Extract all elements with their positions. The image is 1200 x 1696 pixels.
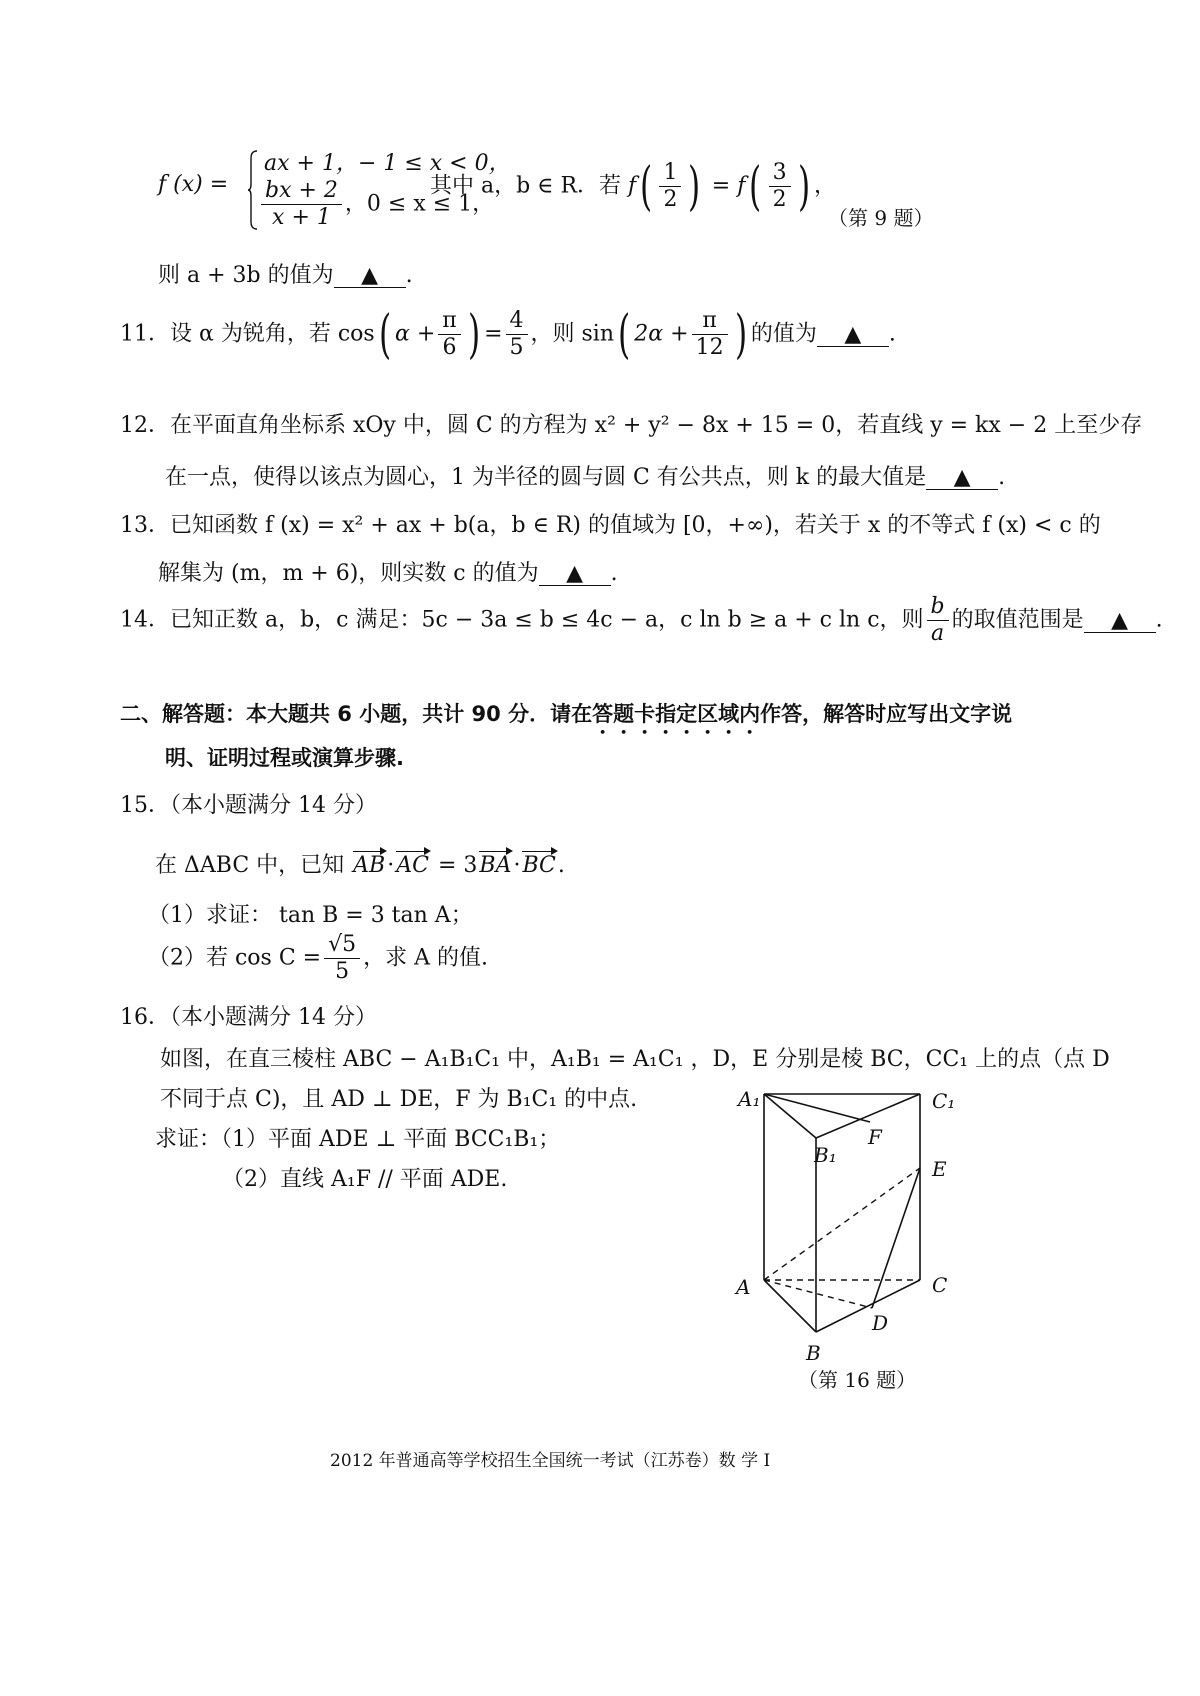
section-2-heading-line-2: 明、证明过程或演算步骤. bbox=[165, 746, 404, 770]
q14-period: . bbox=[1155, 607, 1163, 633]
q9-figure-label: （第 9 题） bbox=[828, 206, 934, 230]
section-2-heading bbox=[120, 698, 1012, 739]
q9-condition-text: 其中 a，b ∈ R．若 bbox=[430, 173, 622, 199]
q14-text-1: 14．已知正数 a，b，c 满足：5c − 3a ≤ b ≤ 4c − a，c ln b ≥ a + c ln c，则 bbox=[120, 607, 924, 633]
q11-period: . bbox=[888, 321, 896, 347]
q11-pi-6 bbox=[438, 308, 460, 361]
q9-half-den: 2 bbox=[663, 187, 678, 212]
q15-sqrt5-over-5 bbox=[324, 932, 360, 985]
q9-case-2-cond: ，0 ≤ x ≤ 1， bbox=[344, 191, 495, 217]
q11-text-1: 设 α 为锐角，若 cos bbox=[170, 321, 375, 347]
q11-answer-blank[interactable]: ▲ bbox=[817, 324, 889, 347]
q16-line-2: 不同于点 C)，且 AD ⊥ DE，F 为 B₁C₁ 的中点. bbox=[160, 1087, 638, 1112]
q9-case-2-fraction bbox=[261, 178, 342, 231]
vector-ac: AC bbox=[396, 853, 429, 878]
q11-arg1: α + bbox=[395, 321, 436, 347]
vector-ab: AB bbox=[353, 853, 386, 878]
q9-half bbox=[659, 160, 681, 213]
vector-ba: BA bbox=[479, 853, 512, 878]
q11-six: 6 bbox=[442, 335, 457, 360]
q9-three-halves bbox=[769, 160, 791, 213]
q15-part-1: （1）求证： tan B = 3 tan A； bbox=[148, 903, 473, 928]
q16-line-3: 求证：（1）平面 ADE ⊥ 平面 BCC₁B₁； bbox=[155, 1127, 561, 1152]
q11-text-2: ，则 sin bbox=[530, 321, 614, 347]
q11-twelve: 12 bbox=[695, 335, 724, 360]
q9-th-num: 3 bbox=[769, 160, 791, 187]
q15-eq: = 3 bbox=[437, 853, 478, 878]
q13-line-2-text: 解集为 (m，m + 6)，则实数 c 的值为 bbox=[158, 561, 539, 586]
q13-period: . bbox=[610, 561, 618, 586]
q15-given-end: . bbox=[557, 853, 565, 878]
q9-eq: = bbox=[711, 173, 731, 199]
q9-half-num: 1 bbox=[659, 160, 681, 187]
q12-period: . bbox=[998, 465, 1006, 490]
q12-line-2 bbox=[165, 460, 1005, 491]
q16-line-1: 如图，在直三棱柱 ABC − A₁B₁C₁ 中，A₁B₁ = A₁C₁ ，D，E 分别是棱 BC，CC₁ 上的点（点 D bbox=[160, 1047, 1110, 1072]
label-a: A bbox=[736, 1275, 751, 1299]
label-a1: A₁ bbox=[738, 1087, 761, 1111]
q14 bbox=[120, 594, 1163, 647]
q9-f2: f bbox=[737, 173, 746, 199]
q11-text-3: 的值为 bbox=[750, 321, 817, 347]
q9-th-den: 2 bbox=[772, 187, 787, 212]
q15-sqrt5: √5 bbox=[324, 932, 360, 959]
q15-given bbox=[155, 848, 565, 879]
q9-function-label: f (x) = bbox=[158, 172, 229, 197]
vector-bc: BC bbox=[522, 853, 556, 878]
q15-header: 15．（本小题满分 14 分） bbox=[120, 793, 377, 818]
q9-brace bbox=[248, 150, 258, 230]
page-footer: 2012 年普通高等学校招生全国统一考试（江苏卷）数 学 Ⅰ bbox=[330, 1451, 771, 1471]
q9-f: f bbox=[628, 173, 637, 199]
q11-arg2: 2α + bbox=[634, 321, 689, 347]
q11-pi: π bbox=[438, 308, 460, 335]
q16-header: 16．（本小题满分 14 分） bbox=[120, 1005, 377, 1030]
q14-frac-num: b bbox=[927, 594, 949, 621]
section-2-text-b: 作答，解答时应写出文字说 bbox=[760, 702, 1013, 726]
q9-case-2-den: x + 1 bbox=[272, 205, 331, 230]
q14-text-2: 的取值范围是 bbox=[951, 607, 1084, 633]
q9-line-2 bbox=[158, 258, 413, 289]
q15-five: 5 bbox=[335, 959, 350, 984]
q12-line-1: 12．在平面直角坐标系 xOy 中，圆 C 的方程为 x² + y² − 8x + 15 = 0，若直线 y = kx − 2 上至少存 bbox=[120, 413, 1143, 438]
q11-pi-12 bbox=[692, 308, 728, 361]
q9-condition: 其中 a，b ∈ R．若 f( $\frac{1}{2}$ ) = f( $\frac{3}{2}$ ) ， bbox=[430, 156, 836, 217]
q11-pi2: π bbox=[692, 308, 728, 335]
q16-line-4: （2）直线 A₁F // 平面 ADE. bbox=[222, 1167, 508, 1192]
q9-case-1: ax + 1，− 1 ≤ x < 0， bbox=[264, 151, 511, 176]
q15-given-text: 在 ΔABC 中，已知 bbox=[155, 853, 345, 878]
q11-four-fifths bbox=[506, 308, 528, 361]
section-2-text-a: 二、解答题：本大题共 6 小题，共计 90 分．请在 bbox=[120, 702, 593, 726]
q14-fraction bbox=[927, 594, 949, 647]
q12-answer-blank[interactable]: ▲ bbox=[926, 467, 998, 490]
q11-eq: = bbox=[484, 321, 503, 347]
label-e: E bbox=[932, 1157, 947, 1181]
label-c: C bbox=[932, 1273, 948, 1297]
label-c1: C₁ bbox=[932, 1089, 956, 1113]
q14-answer-blank[interactable]: ▲ bbox=[1084, 610, 1156, 633]
q15-dot-2: · bbox=[513, 853, 521, 878]
q9-answer-blank[interactable]: ▲ bbox=[334, 265, 406, 288]
q13-answer-blank[interactable]: ▲ bbox=[539, 563, 611, 586]
label-b: B bbox=[806, 1341, 821, 1365]
q14-frac-den: a bbox=[931, 621, 945, 646]
q16-prism-figure bbox=[720, 1080, 980, 1370]
q11: 11．设 α 为锐角，若 cos( α + $\frac{\pi}{6}$ ) = $\frac{4}{5}$ ，则 sin( 2α + $\frac{\pi}{12}$ ) 的值为 ▲ . bbox=[120, 304, 896, 365]
label-d: D bbox=[872, 1311, 889, 1335]
q11-number: 11． bbox=[120, 321, 170, 347]
q16-figure-caption: （第 16 题） bbox=[798, 1368, 917, 1392]
q9-period: . bbox=[405, 263, 413, 288]
q9-case-2-num: bx + 2 bbox=[261, 178, 342, 205]
q15-part-2-end: ，求 A 的值. bbox=[363, 945, 488, 971]
q11-four: 4 bbox=[506, 308, 528, 335]
q15-part-2-text: （2）若 cos C = bbox=[148, 945, 322, 971]
q9-line-2-text: 则 a + 3b 的值为 bbox=[158, 263, 334, 288]
q12-line-2-text: 在一点，使得以该点为圆心，1 为半径的圆与圆 C 有公共点，则 k 的最大值是 bbox=[165, 465, 927, 490]
q15-dot-1: · bbox=[387, 853, 395, 878]
label-b1: B₁ bbox=[814, 1143, 837, 1167]
q11-five: 5 bbox=[509, 335, 524, 360]
q15-part-2 bbox=[148, 932, 488, 985]
q9-comma: ， bbox=[813, 173, 836, 199]
section-2-emphasis: 答题卡指定区域内 bbox=[592, 702, 761, 726]
q13-line-2 bbox=[158, 556, 618, 587]
q13-line-1: 13．已知函数 f (x) = x² + ax + b(a，b ∈ R) 的值域为 [0，+∞)，若关于 x 的不等式 f (x) < c 的 bbox=[120, 513, 1101, 538]
label-f: F bbox=[868, 1125, 882, 1149]
